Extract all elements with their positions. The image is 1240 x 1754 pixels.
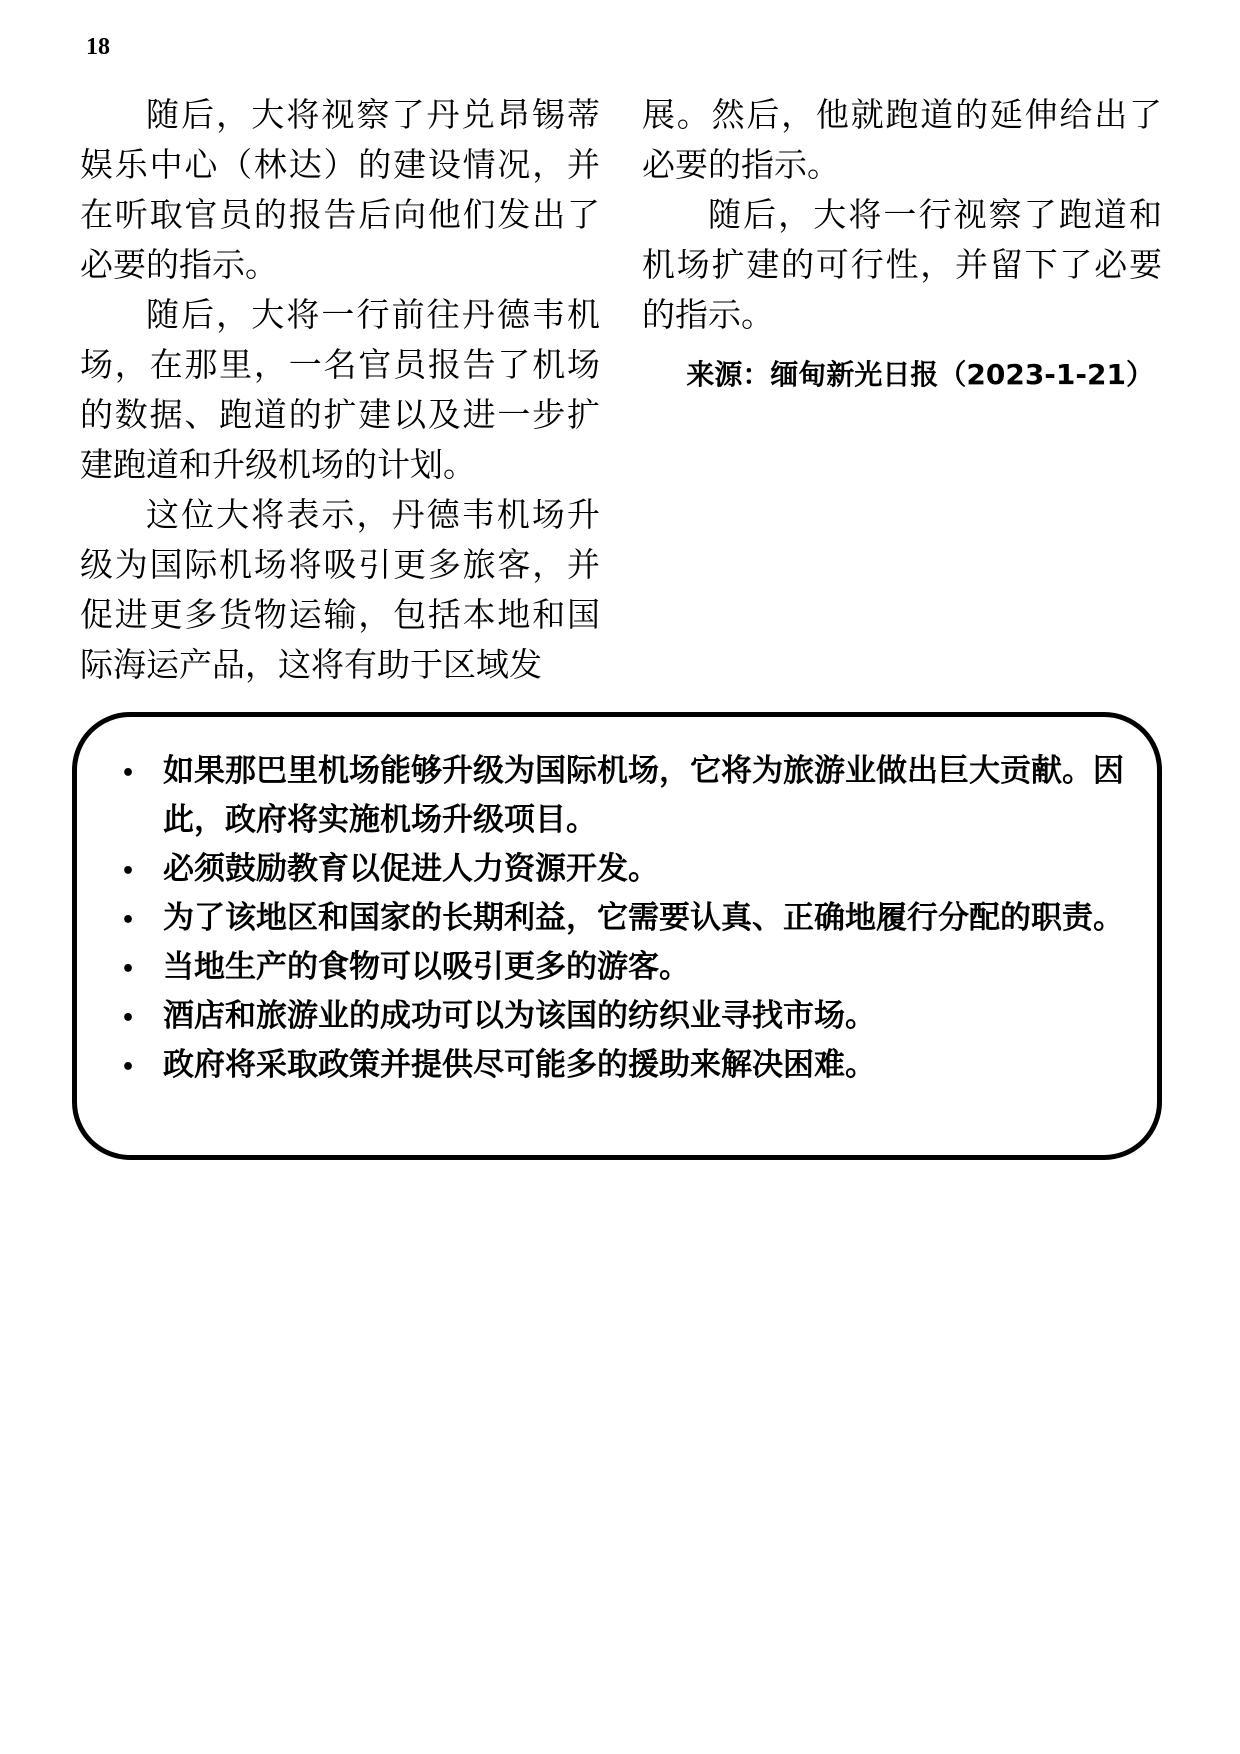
article-right-column — [642, 90, 1162, 398]
article-paragraph-continuation: 展。然后，他就跑道的延伸给出了必要的指示。 — [642, 95, 1162, 184]
page-number: 18 — [86, 34, 110, 60]
summary-item-text: 如果那巴里机场能够升级为国际机场，它将为旅游业做出巨大贡献。因此，政府将实施机场升级项目。 — [163, 753, 1124, 838]
summary-item-text: 酒店和旅游业的成功可以为该国的纺织业寻找市场。 — [163, 998, 876, 1034]
summary-item — [121, 894, 1129, 943]
summary-item — [121, 943, 1129, 992]
bullet-icon: • — [121, 859, 136, 884]
article-left-column — [80, 90, 600, 690]
summary-item — [121, 845, 1129, 894]
summary-item-text: 当地生产的食物可以吸引更多的游客。 — [163, 949, 690, 985]
summary-item — [121, 992, 1129, 1041]
bullet-icon: • — [121, 957, 136, 982]
summary-item-text: 政府将采取政策并提供尽可能多的援助来解决困难。 — [163, 1047, 876, 1083]
article-paragraph: 这位大将表示，丹德韦机场升级为国际机场将吸引更多旅客，并促进更多货物运输，包括本地和国际海运产品，这将有助于区域发 — [80, 495, 600, 684]
summary-list — [121, 747, 1129, 1090]
summary-item-text: 为了该地区和国家的长期利益，它需要认真、正确地履行分配的职责。 — [163, 900, 1124, 936]
summary-item-text: 必须鼓励教育以促进人力资源开发。 — [163, 851, 659, 887]
bullet-icon: • — [121, 761, 136, 786]
bullet-icon: • — [121, 1006, 136, 1031]
summary-item — [121, 1041, 1129, 1090]
article-source: 来源：缅甸新光日报（2023-1-21） — [686, 358, 1154, 391]
article-paragraph: 随后，大将视察了丹兑昂锡蒂娱乐中心（林达）的建设情况，并在听取官员的报告后向他们发出了必要的指示。 — [80, 95, 600, 284]
article-paragraph: 随后，大将一行视察了跑道和机场扩建的可行性，并留下了必要的指示。 — [642, 195, 1162, 334]
summary-box — [72, 712, 1162, 1160]
summary-item — [121, 747, 1129, 845]
article-paragraph: 随后，大将一行前往丹德韦机场，在那里，一名官员报告了机场的数据、跑道的扩建以及进一步扩建跑道和升级机场的计划。 — [80, 295, 600, 484]
bullet-icon: • — [121, 908, 136, 933]
bullet-icon: • — [121, 1055, 136, 1080]
